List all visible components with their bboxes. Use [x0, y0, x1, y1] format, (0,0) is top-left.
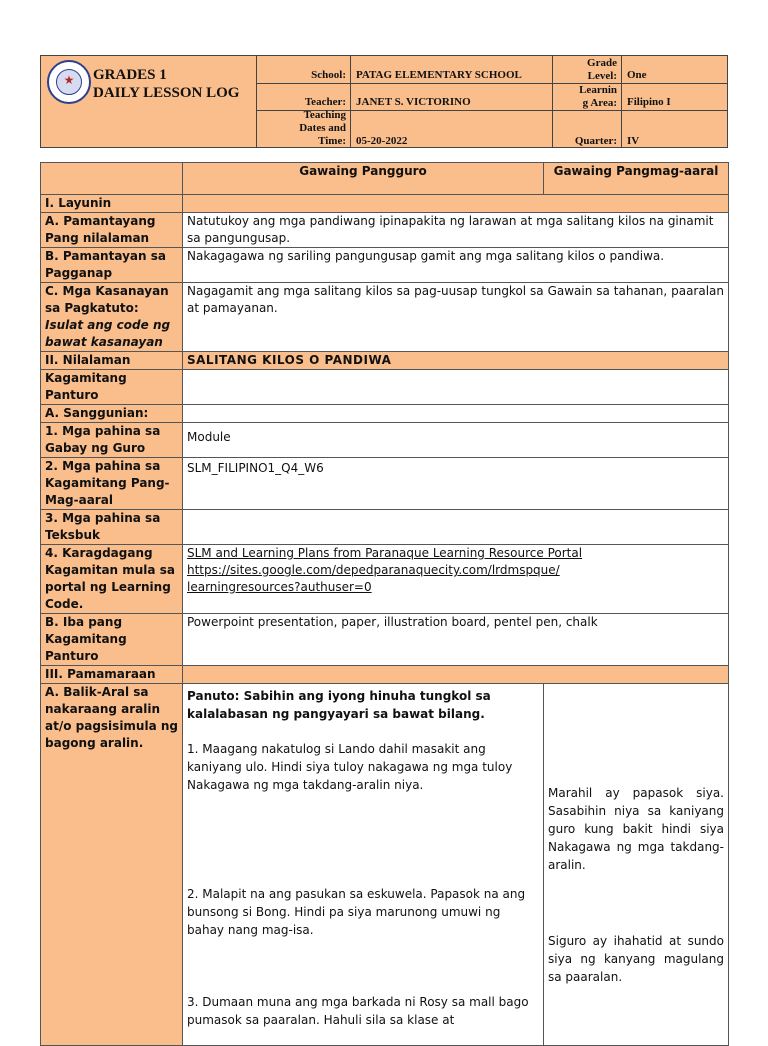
nilalaman-label: II. Nilalaman	[41, 352, 183, 370]
table-row	[41, 405, 729, 423]
portal-url-link[interactable]: https://sites.google.com/depedparanaquecity.com/lrdmspque/	[187, 563, 560, 577]
table-row	[41, 510, 729, 545]
lesson-log-header	[40, 55, 728, 148]
iba-pang-value: Powerpoint presentation, paper, illustration board, pentel pen, chalk	[183, 614, 729, 666]
teksbuk-label: 3. Mga pahina sa Teksbuk	[41, 510, 183, 545]
table-row	[41, 248, 729, 283]
kagamitang-panturo-label: Kagamitang Panturo	[41, 370, 183, 405]
layunin-label: I. Layunin	[41, 195, 183, 213]
portal-link-text[interactable]: SLM and Learning Plans from Paranaque Learning Resource Portal	[187, 546, 583, 560]
pamantayan-pagganap-label: B. Pamantayan sa Pagganap	[41, 248, 183, 283]
layunin-row	[41, 195, 729, 213]
lesson-log-title: GRADES 1 DAILY LESSON LOG	[93, 67, 240, 101]
pamantayang-nilalaman-label: A. Pamantayang Pang nilalaman	[41, 213, 183, 248]
table-row	[41, 458, 729, 510]
gabay-label: 1. Mga pahina sa Gabay ng Guro	[41, 423, 183, 458]
table-row	[41, 370, 729, 405]
pamantayang-nilalaman-value: Natutukoy ang mga pandiwang ipinapakita ng larawan at mga salitang kilos na ginamit sa pangungusap.	[183, 213, 729, 248]
col-header-teacher: Gawaing Pangguro	[183, 163, 544, 195]
table-row	[41, 545, 729, 614]
teacher-label: Teacher:	[304, 96, 346, 108]
item-2-text: 2. Malapit na ang pasukan sa eskuwela. Papasok na ang bunsong si Bong. Hindi pa siya marunong umuwi ng bahay nang mag-isa.	[187, 887, 526, 937]
panuto-text: Panuto: Sabihin ang iyong hinuha tungkol sa kalalabasan ng pangyayari sa bawat bilang.	[187, 689, 491, 721]
table-row	[41, 213, 729, 248]
item-3-text: 3. Dumaan muna ang mga barkada ni Rosy sa mall bago pumasok sa paaralan. Hahuli sila sa klase at	[187, 995, 529, 1027]
kagamitan-pang-label: 2. Mga pahina sa Kagamitang Pang-Mag-aaral	[41, 458, 183, 510]
quarter-label: Quarter:	[574, 135, 617, 147]
kasanayan-label: C. Mga Kasanayan sa Pagkatuto: Isulat ang code ng bawat kasanayan	[41, 283, 183, 352]
nilalaman-row	[41, 352, 729, 370]
kasanayan-value: Nagagamit ang mga salitang kilos sa pag-uusap tungkol sa Gawain sa tahanan, paaralan at pamayanan.	[183, 283, 729, 352]
sanggunian-label: A. Sanggunian:	[41, 405, 183, 423]
karagdagang-label: 4. Karagdagang Kagamitan mula sa portal ng Learning Code.	[41, 545, 183, 614]
balik-aral-label: A. Balik-Aral sa nakaraang aralin at/o pagsisimula ng bagong aralin.	[41, 684, 183, 1046]
teacher-value: JANET S. VICTORINO	[356, 96, 471, 108]
balik-aral-learner-cell	[544, 684, 729, 1046]
col-header-learner: Gawaing Pangmag-aaral	[544, 163, 729, 195]
portal-url-link-cont[interactable]: learningresources?authuser=0	[187, 580, 372, 594]
deped-seal-logo: ★	[47, 60, 91, 104]
dates-label: Teaching Dates and Time:	[299, 109, 346, 147]
pamamaraan-label: III. Pamamaraan	[41, 666, 183, 684]
grade-value: One	[627, 69, 647, 81]
table-row	[41, 614, 729, 666]
pamantayan-pagganap-value: Nakagagawa ng sariling pangungusap gamit ang mga salitang kilos o pandiwa.	[183, 248, 729, 283]
table-row	[41, 423, 729, 458]
learning-area-value: Filipino I	[627, 96, 671, 108]
column-header-row	[41, 163, 729, 195]
balik-aral-row	[41, 684, 729, 1046]
gabay-value: Module	[183, 423, 729, 458]
karagdagang-value	[183, 545, 729, 614]
dates-value: 05-20-2022	[356, 135, 408, 147]
grade-label: Grade Level:	[587, 57, 617, 82]
balik-aral-teacher-cell	[183, 684, 544, 1046]
quarter-value: IV	[627, 135, 640, 147]
answer-1-text: Marahil ay papasok siya. Sasabihin niya sa kaniyang guro kung bakit hindi siya Nakagawa ng mga takdang-aralin.	[548, 786, 724, 872]
header-info-grid	[256, 56, 727, 147]
table-row	[41, 283, 729, 352]
kagamitan-pang-value: SLM_FILIPINO1_Q4_W6	[183, 458, 729, 510]
school-value: PATAG ELEMENTARY SCHOOL	[356, 69, 522, 81]
school-label: School:	[311, 69, 346, 81]
answer-2-text: Siguro ay ihahatid at sundo siya ng kanyang magulang sa paaralan.	[548, 934, 724, 984]
learning-area-label: Learnin g Area:	[579, 84, 617, 109]
pamamaraan-row	[41, 666, 729, 684]
nilalaman-value: SALITANG KILOS O PANDIWA	[183, 352, 729, 370]
lesson-plan-table	[40, 162, 729, 1046]
iba-pang-label: B. Iba pang Kagamitang Panturo	[41, 614, 183, 666]
item-1-text: 1. Maagang nakatulog si Lando dahil masakit ang kaniyang ulo. Hindi siya tuloy nakagawa ng mga tuloy Nakagawa ng mga takdang-aralin niya.	[187, 742, 513, 792]
